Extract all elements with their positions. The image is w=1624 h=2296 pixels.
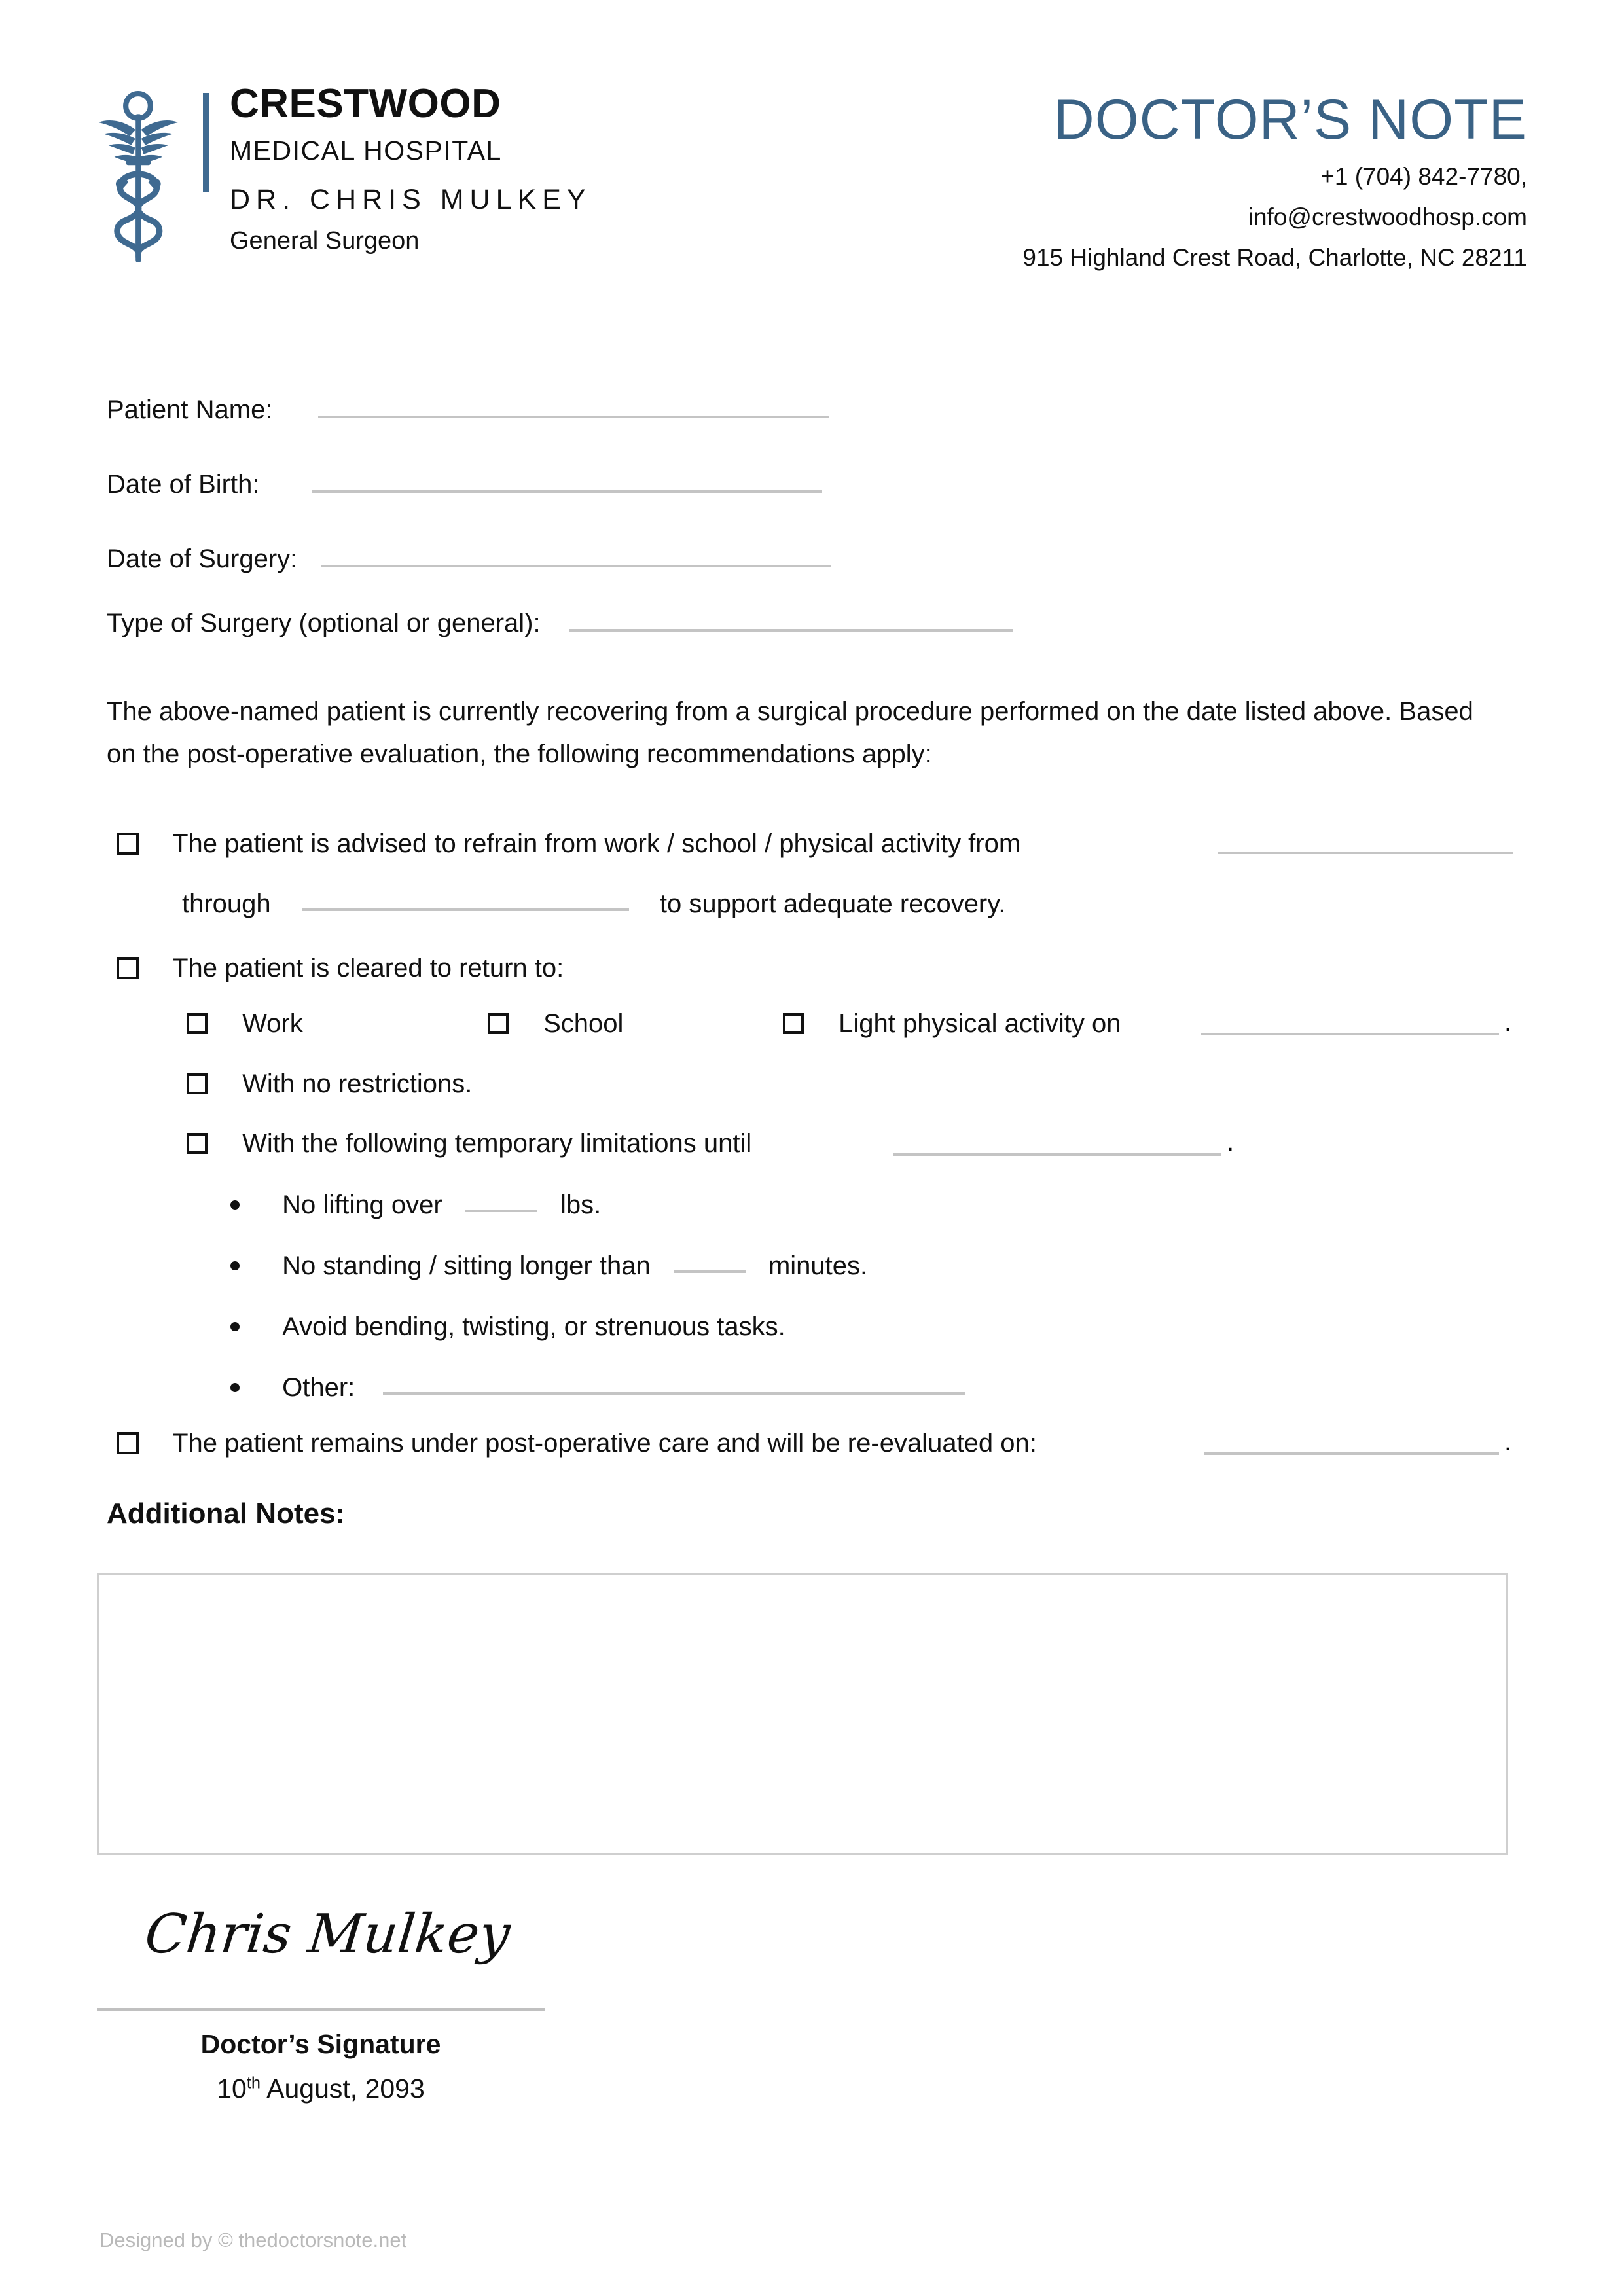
suboption-school-label: School	[543, 1009, 624, 1038]
suboption-temporary-limitations	[187, 1128, 751, 1158]
checkbox-temporary-limitations[interactable]	[187, 1133, 208, 1154]
document-title-block	[1022, 88, 1527, 271]
contact-email: info@crestwoodhosp.com	[1248, 204, 1527, 230]
doctor-role: General Surgeon	[230, 227, 420, 255]
brand-name: CRESTWOOD	[230, 81, 501, 126]
option-refrain-label: The patient is advised to refrain from work / school / physical activity from	[172, 829, 1021, 858]
light-activity-period: .	[1504, 1008, 1512, 1037]
option-cleared-row	[117, 952, 564, 983]
limitation-lifting-weight-input[interactable]	[465, 1210, 537, 1212]
field-type-of-surgery	[107, 609, 1013, 638]
page-title: DOCTOR’S NOTE	[1053, 88, 1527, 151]
limitation-item-2	[230, 1311, 785, 1342]
suboption-light-activity-label: Light physical activity on	[839, 1009, 1121, 1038]
refrain-from-date-input[interactable]	[1218, 852, 1513, 854]
option-post-op-row	[117, 1427, 1037, 1458]
field-type-of-surgery-label: Type of Surgery (optional or general):	[107, 609, 541, 637]
additional-notes-input[interactable]	[97, 1573, 1508, 1855]
checkbox-post-op[interactable]	[117, 1432, 139, 1454]
light-activity-date-input[interactable]	[1201, 1033, 1499, 1035]
hospital-name-block	[230, 81, 592, 255]
field-date-of-birth-input[interactable]	[312, 490, 822, 493]
field-patient-name-label: Patient Name:	[107, 395, 273, 424]
suboption-school	[488, 1008, 623, 1039]
limitation-item-1	[230, 1250, 867, 1281]
checkbox-school[interactable]	[488, 1013, 509, 1034]
limitation-2-before: Avoid bending, twisting, or strenuous tasks.	[282, 1312, 785, 1341]
limitation-other-input[interactable]	[383, 1392, 965, 1395]
logo-divider	[203, 93, 209, 192]
post-op-reevaluation-date-input[interactable]	[1204, 1452, 1499, 1455]
post-op-period: .	[1504, 1427, 1512, 1456]
signature-line	[97, 2008, 545, 2011]
limitation-item-0	[230, 1189, 601, 1220]
signature-image: Chris Mulkey	[142, 1903, 513, 1965]
checkbox-cleared[interactable]	[117, 957, 139, 979]
checkbox-light-activity[interactable]	[783, 1013, 804, 1034]
document-header	[0, 0, 1624, 308]
contact-phone: +1 (704) 842-7780,	[1320, 163, 1527, 190]
bullet-icon	[230, 1200, 240, 1210]
checkbox-refrain[interactable]	[117, 833, 139, 855]
option-cleared-label: The patient is cleared to return to:	[172, 953, 564, 982]
option-refrain-row	[117, 828, 1020, 859]
signature-label: Doctor’s Signature	[200, 2029, 441, 2059]
limitation-3-before: Other:	[282, 1372, 355, 1402]
intro-paragraph: The above-named patient is currently recovering from a surgical procedure performed on the date listed above. Based on the post-operative evaluation, the following recommendations apply:	[107, 697, 1473, 768]
field-date-of-surgery-label: Date of Surgery:	[107, 545, 298, 573]
hospital-logo-block	[97, 81, 592, 267]
signature-date-day: 10	[217, 2073, 247, 2104]
limitation-item-3	[230, 1372, 965, 1403]
limitation-1-after: minutes.	[768, 1251, 868, 1280]
field-type-of-surgery-input[interactable]	[569, 629, 1013, 632]
bullet-icon	[230, 1383, 240, 1392]
field-date-of-surgery-input[interactable]	[321, 565, 831, 567]
signature-date-rest: August, 2093	[261, 2073, 425, 2104]
suboption-no-restrictions	[187, 1068, 472, 1099]
bullet-icon	[230, 1322, 240, 1331]
contact-address: 915 Highland Crest Road, Charlotte, NC 28211	[1022, 244, 1527, 271]
temporary-limitations-period: .	[1227, 1128, 1235, 1157]
refrain-through-date-input[interactable]	[302, 908, 629, 911]
checkbox-no-restrictions[interactable]	[187, 1073, 208, 1094]
suboption-light-activity	[783, 1008, 1121, 1039]
caduceus-icon	[97, 90, 179, 267]
additional-notes-heading: Additional Notes:	[107, 1498, 346, 1530]
signature-date-ordinal: th	[246, 2073, 261, 2092]
field-date-of-birth	[107, 470, 822, 499]
limitation-1-before: No standing / sitting longer than	[282, 1251, 651, 1280]
checkbox-work[interactable]	[187, 1013, 208, 1034]
suboption-work-label: Work	[242, 1009, 303, 1038]
footer-credit: Designed by © thedoctorsnote.net	[99, 2229, 407, 2251]
option-refrain-through-label: through	[182, 889, 271, 918]
limitation-0-before: No lifting over	[282, 1190, 442, 1219]
option-post-op-label: The patient remains under post-operative care and will be re-evaluated on:	[172, 1428, 1037, 1458]
field-patient-name-input[interactable]	[318, 416, 829, 418]
field-patient-name	[107, 395, 829, 425]
limitation-0-after: lbs.	[560, 1190, 602, 1219]
temporary-limitations-date-input[interactable]	[893, 1153, 1221, 1156]
bullet-icon	[230, 1261, 240, 1270]
limitation-standing-minutes-input[interactable]	[674, 1270, 746, 1273]
suboption-no-restrictions-label: With no restrictions.	[242, 1069, 473, 1098]
field-date-of-surgery	[107, 545, 831, 574]
suboption-temporary-limitations-label: With the following temporary limitations until	[242, 1128, 752, 1158]
signature-date	[97, 2073, 545, 2104]
doctor-name: DR. CHRIS MULKEY	[230, 184, 592, 215]
field-date-of-birth-label: Date of Birth:	[107, 470, 260, 499]
suboption-work	[187, 1008, 303, 1039]
option-refrain-after-label: to support adequate recovery.	[659, 889, 1006, 918]
brand-subtitle: MEDICAL HOSPITAL	[230, 135, 502, 166]
option-refrain-through-row	[182, 888, 1005, 919]
